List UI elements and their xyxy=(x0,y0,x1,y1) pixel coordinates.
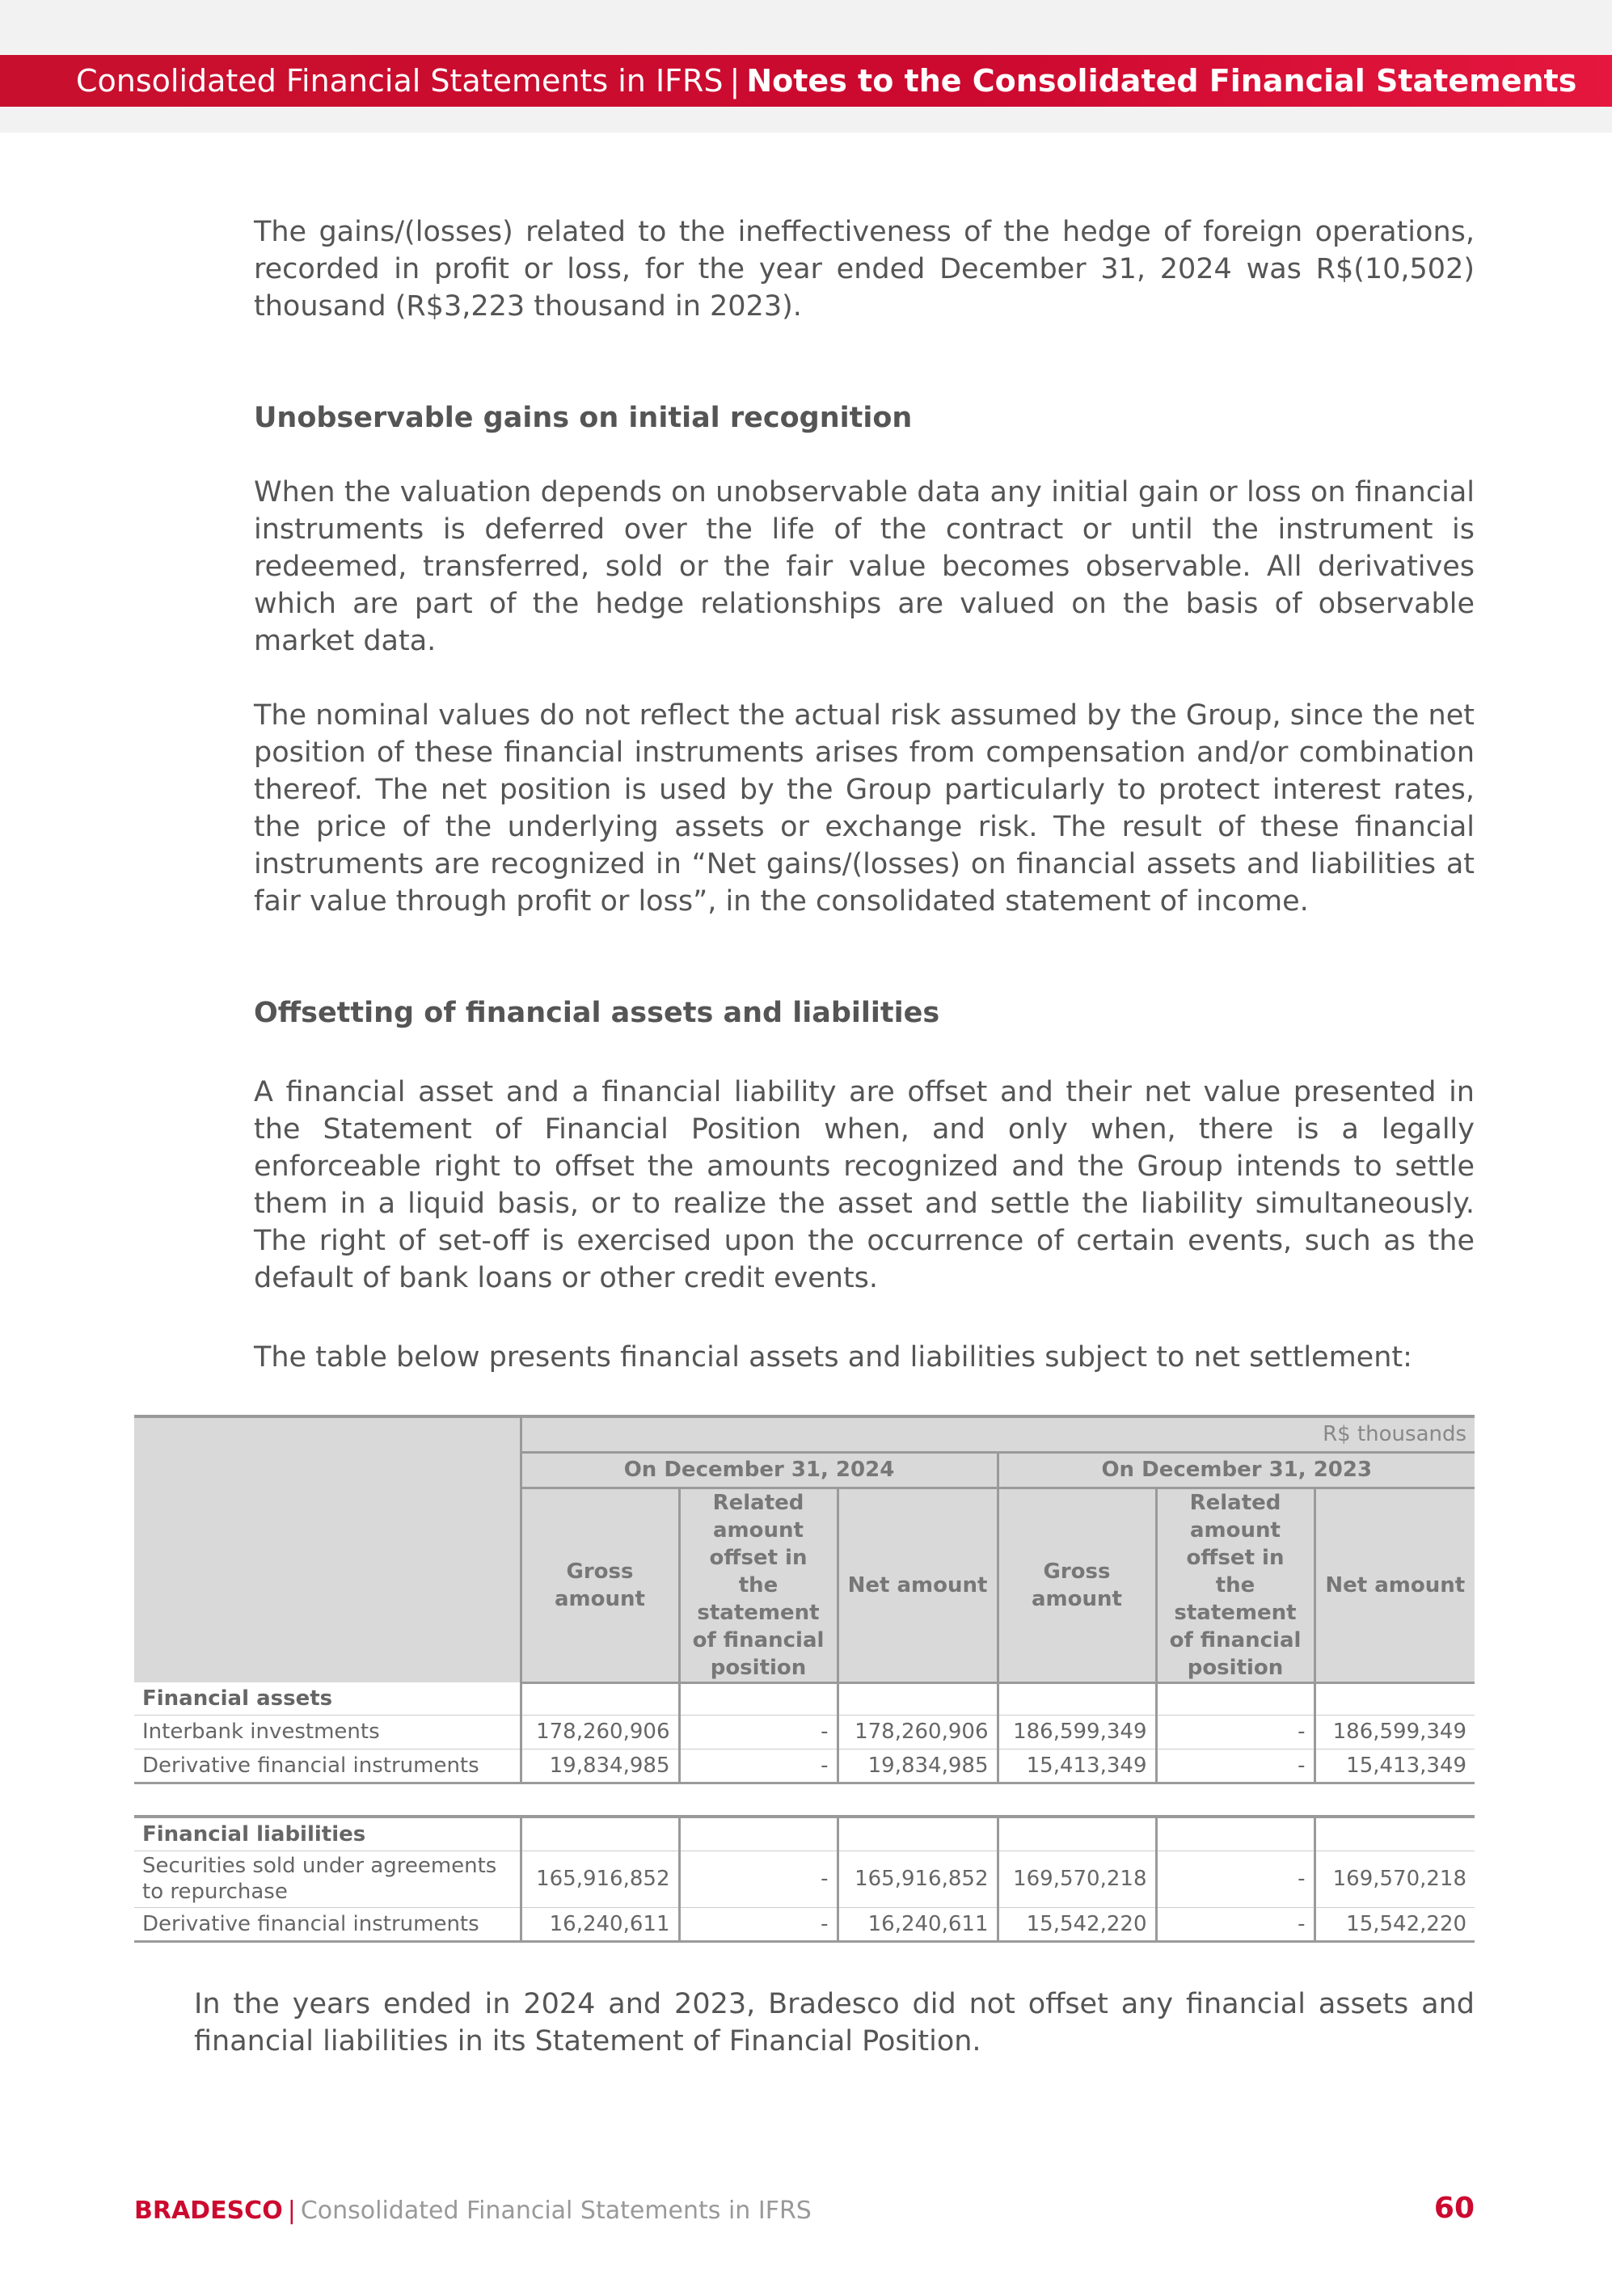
col-net-2024: Net amount xyxy=(838,1488,998,1682)
table-row: Interbank investments 178,260,906 - 178,260,906 186,599,349 - 186,599,349 xyxy=(134,1715,1475,1749)
heading-offsetting: Offsetting of financial assets and liabilities xyxy=(254,997,940,1029)
col-net-2023: Net amount xyxy=(1314,1488,1475,1682)
table-spacer xyxy=(134,1783,1475,1817)
page-number: 60 xyxy=(1433,2192,1475,2225)
row-label: Derivative financial instruments xyxy=(134,1907,521,1941)
paragraph-hedge-ineffectiveness: The gains/(losses) related to the ineffectiveness of the hedge of foreign operations, recorded in profit or loss, for the year ended December 31, 2024 was R$(10,502) thousand (R$3,223 thousand in 2023). xyxy=(254,216,1475,323)
table-row: Securities sold under agreements to repurchase 165,916,852 - 165,916,852 169,570,218 - 169,570,218 xyxy=(134,1851,1475,1907)
brand-logo-text: BRADESCO xyxy=(134,2197,283,2225)
paragraph-table-intro: The table below presents financial assets and liabilities subject to net settlement: xyxy=(254,1341,1412,1374)
col-related-2023: Related amount offset in the statement of financial position xyxy=(1156,1488,1314,1682)
table-corner xyxy=(134,1416,521,1682)
paragraph-no-offset: In the years ended in 2024 and 2023, Bradesco did not offset any financial assets and financial liabilities in its Statement of Financial Position. xyxy=(194,1988,1475,2058)
row-label: Securities sold under agreements to repurchase xyxy=(134,1851,521,1907)
col-gross-2023: Gross amount xyxy=(998,1488,1156,1682)
header-underlay xyxy=(0,107,1612,133)
top-margin xyxy=(0,0,1612,55)
header-separator: | xyxy=(729,63,741,99)
paragraph-offsetting-rule: A financial asset and a financial liability are offset and their net value presented in the Statement of Financial Position when, and only when, there is a legally enforceable right to offset the amounts recognized and the Group intends to settle them in a liquid basis, or to realize the asset and settle the liability simultaneously. The right of set-off is exercised upon the occurrence of certain events, such as the default of bank loans or other credit events. xyxy=(254,1076,1475,1294)
col-gross-2024: Gross amount xyxy=(521,1488,679,1682)
header-document-title: Consolidated Financial Statements in IFRS xyxy=(76,63,724,99)
table-unit-label: R$ thousands xyxy=(521,1416,1475,1452)
section-title-liabilities: Financial liabilities xyxy=(134,1817,521,1851)
page-header xyxy=(0,55,1612,107)
heading-unobservable-gains: Unobservable gains on initial recognition xyxy=(254,402,913,434)
period-header-2023: On December 31, 2023 xyxy=(998,1452,1475,1488)
table-row: Derivative financial instruments 19,834,985 - 19,834,985 15,413,349 - 15,413,349 xyxy=(134,1749,1475,1783)
col-related-2024: Related amount offset in the statement of financial position xyxy=(679,1488,838,1682)
row-label: Derivative financial instruments xyxy=(134,1749,521,1783)
period-header-2024: On December 31, 2024 xyxy=(521,1452,998,1488)
net-settlement-table xyxy=(134,1415,1475,1943)
table-row: Derivative financial instruments 16,240,611 - 16,240,611 15,542,220 - 15,542,220 xyxy=(134,1907,1475,1941)
footer-separator: | xyxy=(287,2197,296,2225)
footer-document-title: Consolidated Financial Statements in IFRS xyxy=(300,2197,812,2225)
paragraph-unobservable-data: When the valuation depends on unobservable data any initial gain or loss on financial instruments is deferred over the life of the contract or until the instrument is redeemed, transferred, sold or the fair value becomes observable. All derivatives which are part of the hedge relationships are valued on the basis of observable market data. xyxy=(254,476,1475,657)
section-title-assets: Financial assets xyxy=(134,1682,521,1715)
page-footer xyxy=(134,2195,812,2227)
row-label: Interbank investments xyxy=(134,1715,521,1749)
paragraph-nominal-values: The nominal values do not reflect the actual risk assumed by the Group, since the net position of these financial instruments arises from compensation and/or combination thereof. The net position is used by the Group particularly to protect interest rates, the price of the underlying assets or exchange risk. The result of these financial instruments are recognized in “Net gains/(losses) on financial assets and liabilities at fair value through profit or loss”, in the consolidated statement of income. xyxy=(254,699,1475,918)
header-section-title: Notes to the Consolidated Financial Statements xyxy=(746,63,1577,99)
